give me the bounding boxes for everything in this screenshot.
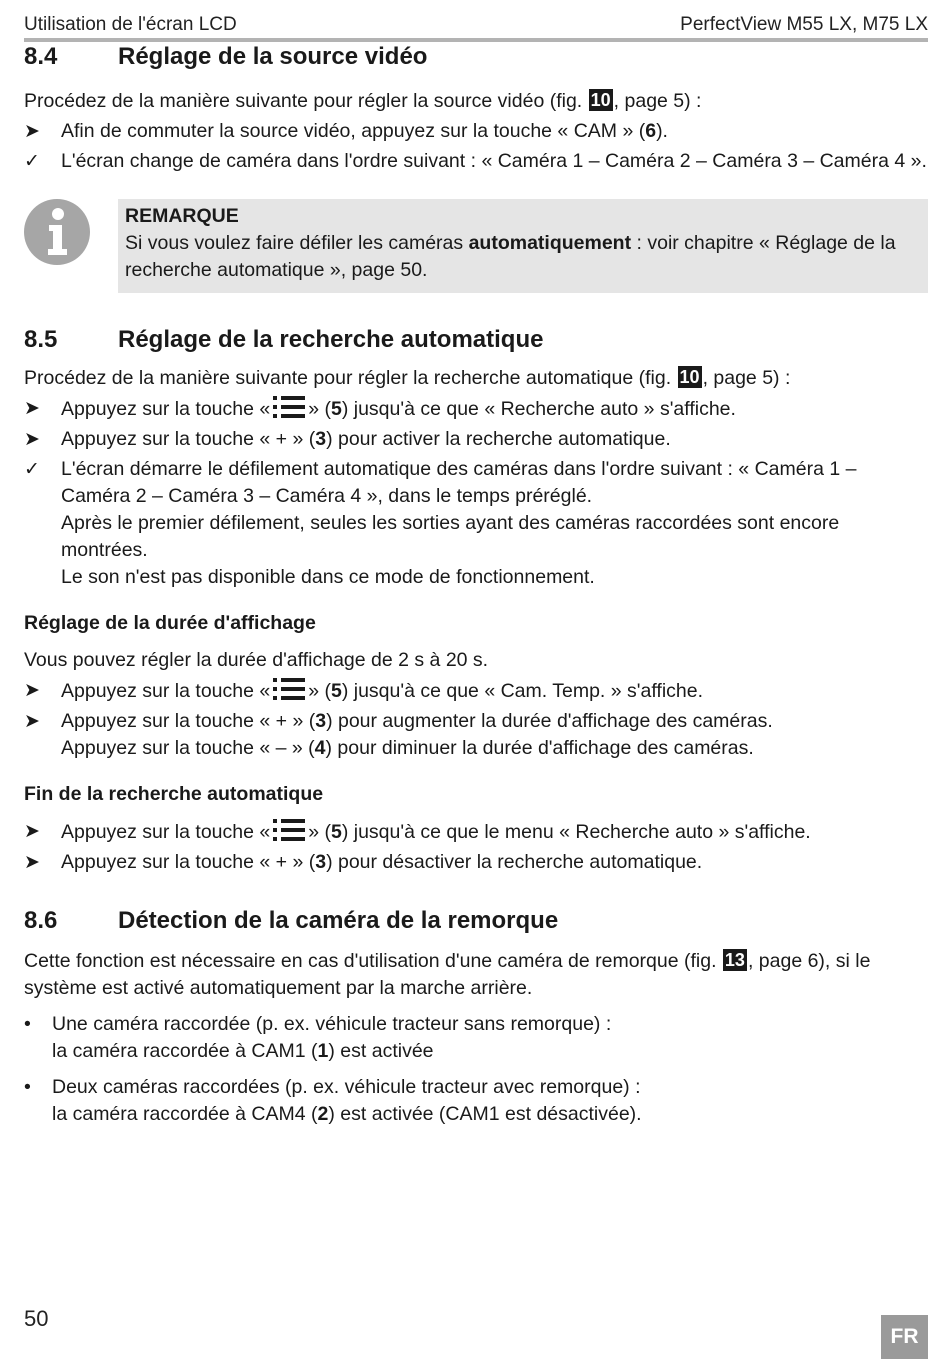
instruction-step: ➤ Appuyez sur la touche « + » (3) pour augmenter la durée d'affichage des caméras. Appuyez sur la touche « – » (4) pour diminuer la durée d'affichage des caméras. xyxy=(24,708,928,762)
section-heading-8-4 xyxy=(24,40,928,74)
instruction-step: ➤ Appuyez sur la touche « + » (3) pour activer la recherche automatique. xyxy=(24,426,928,453)
bullet-icon: • xyxy=(24,1076,31,1098)
intro-paragraph: Procédez de la manière suivante pour régler la recherche automatique (fig. 10 , page 5) : xyxy=(24,367,791,389)
section-title: Réglage de la source vidéo xyxy=(118,43,428,70)
section-number: 8.6 xyxy=(24,907,58,934)
page-header xyxy=(24,6,928,42)
header-chapter: Utilisation de l'écran LCD xyxy=(24,14,237,35)
note-box xyxy=(24,199,928,293)
arrow-icon: ➤ xyxy=(24,852,40,873)
page-content xyxy=(24,40,928,1128)
section-heading-8-6 xyxy=(24,904,928,938)
info-icon xyxy=(24,199,118,293)
figure-ref-badge: 10 xyxy=(590,90,611,110)
arrow-icon: ➤ xyxy=(24,680,40,701)
check-icon: ✓ xyxy=(24,151,40,172)
section-title: Détection de la caméra de la remorque xyxy=(118,907,559,934)
instruction-step: ➤ Afin de commuter la source vidéo, appuyez sur la touche « CAM » (6). xyxy=(24,118,928,145)
instruction-step: ➤ Appuyez sur la touche « » (5) jusqu'à ce que « Cam. Temp. » s'affiche. xyxy=(24,677,928,705)
intro-paragraph: Cette fonction est nécessaire en cas d'utilisation d'une caméra de remorque (fig. 13 , page 6), si le système est activé automatiquement par la marche arrière. xyxy=(24,950,871,999)
section-number: 8.4 xyxy=(24,43,58,70)
header-product: PerfectView M55 LX, M75 LX xyxy=(680,14,928,35)
arrow-icon: ➤ xyxy=(24,821,40,842)
note-text: Si vous voulez faire défiler les caméras automatiquement : voir chapitre « Réglage de la recherche automatique », page 50. xyxy=(125,232,896,281)
result-step: ✓ L'écran change de caméra dans l'ordre suivant : « Caméra 1 – Caméra 2 – Caméra 3 – Caméra 4 ». xyxy=(24,148,928,175)
arrow-icon: ➤ xyxy=(24,121,40,142)
menu-list-icon xyxy=(272,395,306,419)
instruction-step: ➤ Appuyez sur la touche « » (5) jusqu'à ce que le menu « Recherche auto » s'affiche. xyxy=(24,818,928,846)
instruction-step: ➤ Appuyez sur la touche « » (5) jusqu'à ce que « Recherche auto » s'affiche. xyxy=(24,395,928,423)
check-icon: ✓ xyxy=(24,459,40,480)
language-badge: FR xyxy=(881,1315,928,1359)
menu-list-icon xyxy=(272,818,306,842)
figure-ref-badge: 10 xyxy=(679,367,700,387)
menu-list-icon xyxy=(272,677,306,701)
intro-paragraph: Procédez de la manière suivante pour régler la source vidéo (fig. 10 , page 5) : xyxy=(24,90,702,112)
subsection-intro: Vous pouvez régler la durée d'affichage de 2 s à 20 s. xyxy=(24,649,489,671)
result-step: ✓ L'écran démarre le défilement automatique des caméras dans l'ordre suivant : « Caméra 1 – Caméra 2 – Caméra 3 – Caméra 4 », dans le temps préréglé. Après le premier défilement, seules les sorties ayant des caméras raccordées sont encore montrées. Le son n'est pas disponible dans ce mode de fonctionnement. xyxy=(24,456,928,591)
section-title: Réglage de la recherche automatique xyxy=(118,326,544,353)
list-item: • Une caméra raccordée (p. ex. véhicule tracteur sans remorque) : la caméra raccordée à CAM1 (1) est activée xyxy=(24,1011,928,1065)
note-title: REMARQUE xyxy=(125,205,239,227)
arrow-icon: ➤ xyxy=(24,398,40,419)
arrow-icon: ➤ xyxy=(24,711,40,732)
note-content xyxy=(118,199,928,293)
section-heading-8-5 xyxy=(24,323,928,357)
bullet-icon: • xyxy=(24,1013,31,1035)
list-item: • Deux caméras raccordées (p. ex. véhicule tracteur avec remorque) : la caméra raccordée à CAM4 (2) est activée (CAM1 est désactivée). xyxy=(24,1074,928,1128)
figure-ref-badge: 13 xyxy=(724,950,745,970)
arrow-icon: ➤ xyxy=(24,429,40,450)
page-number: 50 xyxy=(24,1306,49,1331)
subsection-heading-duree: Réglage de la durée d'affichage xyxy=(24,612,316,634)
section-number: 8.5 xyxy=(24,326,58,353)
subsection-heading-fin: Fin de la recherche automatique xyxy=(24,783,324,805)
instruction-step: ➤ Appuyez sur la touche « + » (3) pour désactiver la recherche automatique. xyxy=(24,849,928,876)
